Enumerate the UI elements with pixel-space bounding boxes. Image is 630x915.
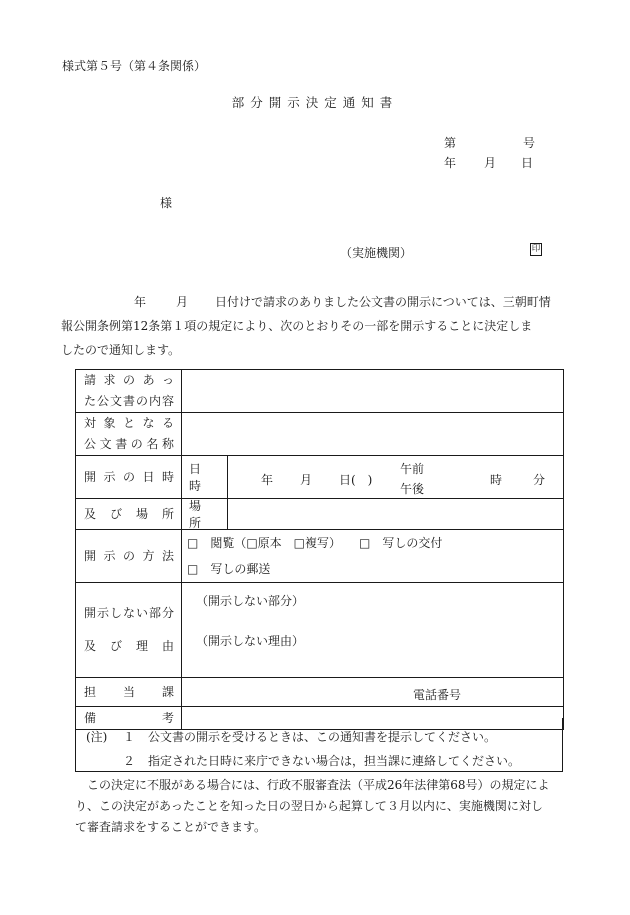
datetime-sub-label: 日時 <box>182 456 228 498</box>
appeal-line-3: て審査請求をすることができます。 <box>75 820 267 834</box>
seal-icon: 印 <box>531 244 541 254</box>
row-disclosure-place <box>76 499 564 530</box>
minute-label: 分 <box>533 473 546 487</box>
disclosure-datetime-cell <box>182 456 564 499</box>
document-title: 部分開示決定通知書 <box>231 95 399 110</box>
method-options-line-1[interactable]: □ 閲覧（□原本 □複写） □ 写しの交付 <box>187 536 443 550</box>
document-number-suffix: 号 <box>523 136 536 150</box>
decision-table <box>75 369 564 730</box>
label-line: 請求のあっ <box>84 373 174 387</box>
phone-number-label: 電話番号 <box>413 688 462 702</box>
label-line: 担当課 <box>84 684 174 699</box>
intro-line-2: 報公開条例第12条第１項の規定により、次のとおりその一部を開示することに決定しま <box>61 319 533 333</box>
undisclosed-reason-label: （開示しない理由） <box>196 634 305 648</box>
note-1-text: 公文書の開示を受けるときは、この通知書を提示してください。 <box>148 730 497 744</box>
document-number-prefix: 第 <box>444 136 457 150</box>
intro-line-3: したので通知します。 <box>61 343 181 357</box>
disclosure-method-label <box>76 530 182 583</box>
label-line: 備考 <box>84 710 174 725</box>
label-line: 公文書の名称 <box>84 437 174 451</box>
target-document-label <box>76 413 182 456</box>
request-content-field[interactable] <box>182 370 564 413</box>
intro-date-year: 年 <box>134 295 147 309</box>
method-options-line-2[interactable]: □ 写しの郵送 <box>187 562 271 576</box>
appeal-line-2: り、この決定があったことを知った日の翌日から起算して３月以内に、実施機関に対し <box>75 799 543 813</box>
label-line: 及び場所 <box>84 506 174 521</box>
row-target-document <box>76 413 564 456</box>
undisclosed-label <box>76 583 182 678</box>
label-line: 対象となる <box>84 416 174 430</box>
responsible-section-field[interactable] <box>182 678 564 707</box>
am-label: 午前 <box>400 462 425 476</box>
addressee-honorific: 様 <box>160 196 173 210</box>
row-disclosure-method <box>76 530 564 583</box>
label-line: 開示しない部分 <box>84 606 174 620</box>
label-line: 開示の方法 <box>84 548 174 563</box>
target-document-field[interactable] <box>182 413 564 456</box>
intro-paragraph <box>61 290 552 362</box>
form-id: 様式第５号（第４条関係） <box>62 59 207 73</box>
row-responsible-section <box>76 678 564 707</box>
gap <box>196 611 563 631</box>
intro-line-1: 日付けで請求のありました公文書の開示については、三朝町情 <box>215 295 551 309</box>
note-1-number: １ <box>123 730 136 744</box>
responsible-section-label <box>76 678 182 707</box>
disclosure-place-field[interactable] <box>228 499 563 529</box>
row-request-content <box>76 370 564 413</box>
disclosure-place-cell <box>182 499 564 530</box>
implementing-agency-label: （実施機関） <box>340 246 413 260</box>
disclosure-datetime-label <box>76 456 182 499</box>
disclosure-place-label <box>76 499 182 530</box>
issue-date-month: 月 <box>484 156 497 170</box>
issue-date-day: 日 <box>521 156 534 170</box>
hour-label: 時 <box>490 473 503 487</box>
notes-box <box>75 718 563 772</box>
request-content-label <box>76 370 182 413</box>
note-2-text: 指定された日時に来庁できない場合は，担当課に連絡してください。 <box>148 754 521 768</box>
undisclosed-part-label: （開示しない部分） <box>196 594 305 608</box>
label-line: 開示の日時 <box>84 469 174 484</box>
note-2-number: ２ <box>123 754 136 768</box>
disclosure-method-field <box>182 530 564 583</box>
appeal-paragraph <box>75 775 565 838</box>
undisclosed-field[interactable] <box>182 583 564 678</box>
intro-date-month: 月 <box>176 295 189 309</box>
date-year: 年 <box>261 473 274 487</box>
pm-label: 午後 <box>400 482 425 496</box>
row-undisclosed <box>76 583 564 678</box>
label-line: た公文書の内容 <box>84 394 174 408</box>
place-sub-label: 場所 <box>182 499 228 529</box>
appeal-line-1: この決定に不服がある場合には、行政不服審査法（平成26年法律第68号）の規定によ <box>87 778 550 792</box>
row-disclosure-datetime <box>76 456 564 499</box>
date-month: 月 <box>300 473 313 487</box>
notes-prefix: (注) <box>86 730 108 744</box>
date-day: 日( ) <box>339 473 373 487</box>
disclosure-datetime-field[interactable] <box>228 456 563 498</box>
label-line: 及び理由 <box>84 639 174 653</box>
label-spacer <box>84 624 181 636</box>
issue-date-year: 年 <box>444 156 457 170</box>
